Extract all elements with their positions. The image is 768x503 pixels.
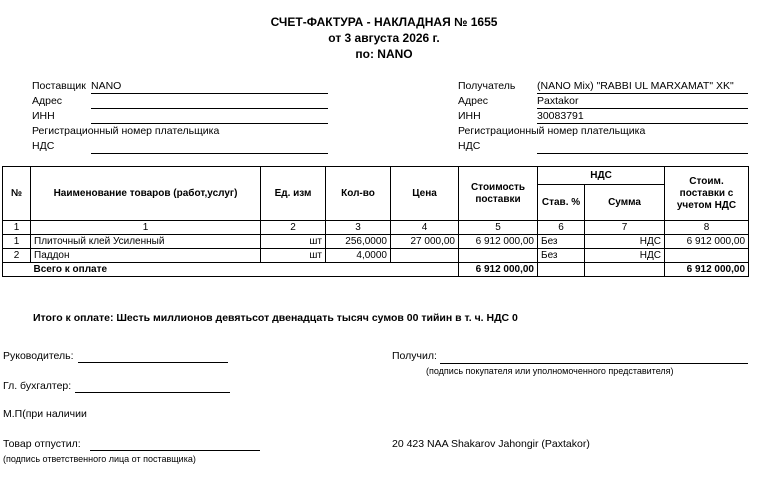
col-number: 5 xyxy=(459,221,538,235)
recipient-inn-label: ИНН xyxy=(458,110,481,122)
released-label: Товар отпустил: xyxy=(3,438,81,450)
invoice-date: от 3 августа 2026 г. xyxy=(328,31,440,45)
header-vat-sum: Сумма xyxy=(585,185,665,221)
total-row-spacer xyxy=(3,263,31,277)
col-number: 2 xyxy=(261,221,326,235)
accountant-sign-line xyxy=(75,392,230,393)
director-label: Руководитель: xyxy=(3,350,74,362)
supplier-address-line xyxy=(91,108,328,109)
row-num: 1 xyxy=(3,235,31,249)
recipient-inn: 30083791 xyxy=(537,110,584,122)
recipient-address-label: Адрес xyxy=(458,95,489,107)
col-number: 8 xyxy=(665,221,749,235)
row-num: 2 xyxy=(3,249,31,263)
released-note: (подпись ответственного лица от поставщика) xyxy=(3,454,196,464)
received-sign-line xyxy=(440,363,748,364)
header-price: Цена xyxy=(391,167,459,221)
recipient-name-line xyxy=(537,93,748,94)
col-number: 1 xyxy=(3,221,31,235)
recipient-address-line xyxy=(537,108,748,109)
total-cost: 6 912 000,00 xyxy=(459,263,538,277)
recipient-reg-label: Регистрационный номер плательщика xyxy=(458,125,646,137)
col-number: 4 xyxy=(391,221,459,235)
table-row xyxy=(3,249,749,263)
row-cost xyxy=(459,249,538,263)
header-num: № xyxy=(3,167,31,221)
column-number-row xyxy=(3,221,749,235)
invoice-po: по: NANO xyxy=(355,47,413,61)
recipient-vat-line xyxy=(537,153,748,154)
recipient-name: (NANO Mix) "RABBI UL MARXAMAT" XK" xyxy=(537,80,734,92)
header-cost: Стоимость поставки xyxy=(459,167,538,221)
row-vat-sum: НДС xyxy=(585,249,665,263)
header-qty: Кол-во xyxy=(326,167,391,221)
summary-text: Итого к оплате: Шесть миллионов девятьсот двенадцать тысяч сумов 00 тийин в т. ч. НДС 0 xyxy=(33,312,518,324)
supplier-name: NANO xyxy=(91,80,122,92)
supplier-vat-line xyxy=(91,153,328,154)
row-vat-rate: Без xyxy=(538,249,585,263)
accountant-label: Гл. бухгалтер: xyxy=(3,380,72,392)
total-label: Всего к оплате xyxy=(31,263,459,277)
row-qty: 256,0000 xyxy=(326,235,391,249)
row-price: 27 000,00 xyxy=(391,235,459,249)
table-row xyxy=(3,235,749,249)
row-name: Плиточный клей Усиленный xyxy=(31,235,261,249)
recipient-label: Получатель xyxy=(458,80,516,92)
total-vat-rate xyxy=(538,263,585,277)
supplier-vat-label: НДС xyxy=(32,140,55,152)
row-total xyxy=(665,249,749,263)
row-price xyxy=(391,249,459,263)
total-vat-sum xyxy=(585,263,665,277)
supplier-address-label: Адрес xyxy=(32,95,63,107)
row-unit: шт xyxy=(261,249,326,263)
invoice-title: СЧЕТ-ФАКТУРА - НАКЛАДНАЯ № 1655 xyxy=(270,15,498,29)
supplier-name-line xyxy=(91,93,328,94)
header-total: Стоим. поставки с учетом НДС xyxy=(665,167,749,221)
total-row xyxy=(3,263,749,277)
col-number: 3 xyxy=(326,221,391,235)
col-number: 1 xyxy=(31,221,261,235)
header-vat: НДС xyxy=(538,167,665,185)
row-qty: 4,0000 xyxy=(326,249,391,263)
released-sign-line xyxy=(90,450,260,451)
supplier-reg-label: Регистрационный номер плательщика xyxy=(32,125,220,137)
row-cost: 6 912 000,00 xyxy=(459,235,538,249)
col-number: 7 xyxy=(585,221,665,235)
supplier-inn-label: ИНН xyxy=(32,110,55,122)
row-unit: шт xyxy=(261,235,326,249)
row-vat-sum: НДС xyxy=(585,235,665,249)
director-sign-line xyxy=(78,362,228,363)
recipient-address: Paxtakor xyxy=(537,95,579,107)
recipient-vat-label: НДС xyxy=(458,140,481,152)
row-vat-rate: Без xyxy=(538,235,585,249)
received-label: Получил: xyxy=(392,350,437,362)
supplier-inn-line xyxy=(91,123,328,124)
stamp-label: М.П(при наличии xyxy=(3,408,87,420)
header-vat-rate: Став. % xyxy=(538,185,585,221)
header-name: Наименование товаров (работ,услуг) xyxy=(31,167,261,221)
receiver-info: 20 423 NAA Shakarov Jahongir (Paxtakor) xyxy=(392,438,590,450)
invoice-table xyxy=(2,166,749,277)
col-number: 6 xyxy=(538,221,585,235)
header-unit: Ед. изм xyxy=(261,167,326,221)
supplier-label: Поставщик xyxy=(32,80,86,92)
total-sum: 6 912 000,00 xyxy=(665,263,749,277)
row-name: Паддон xyxy=(31,249,261,263)
row-total: 6 912 000,00 xyxy=(665,235,749,249)
received-note: (подпись покупателя или уполномоченного представителя) xyxy=(426,366,674,376)
recipient-inn-line xyxy=(537,123,748,124)
